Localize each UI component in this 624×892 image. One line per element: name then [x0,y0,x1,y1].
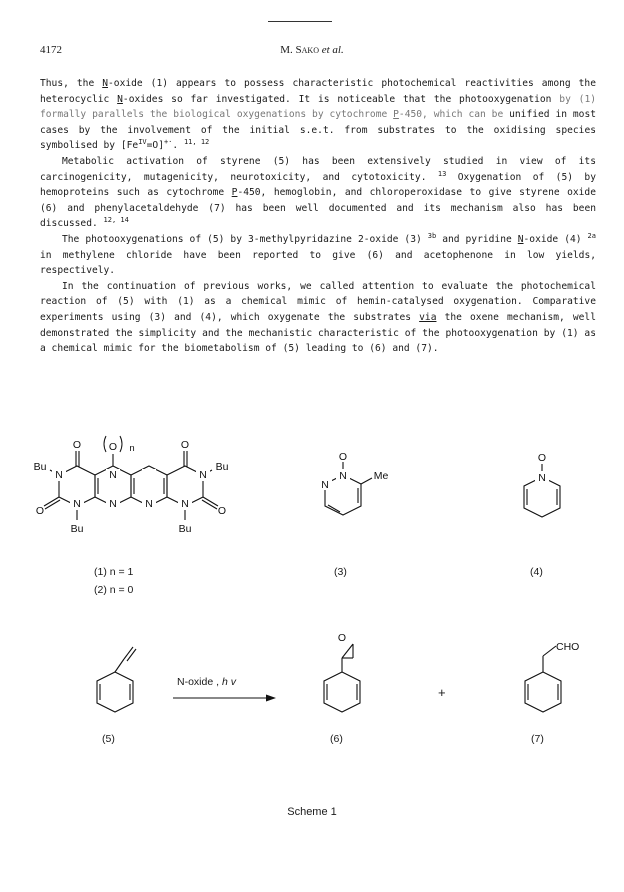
atom-n5: N [109,469,117,481]
paragraph-1: Thus, the N-oxide (1) appears to possess characteristic photochemical reactivities among the heterocyclic N-oxides so far investigated. It is noticeable that the photooxygenation by (1) formally parallels the biological oxygenations by cytochrome P-450, which can be unified in most cases by the involvement of the initial s.e.t. from substrates to the oxidising species symbolised by $[Fe^{IV}=O]^{+\cdot}$. $^{11, 12}$ [40,78,597,152]
atom-n: N [145,498,153,510]
reference: 3b [427,231,437,240]
page-number: 4172 [40,44,62,56]
reference: 12, 14 [103,216,129,225]
atom-o: O [72,439,82,451]
atom-n: N [181,498,189,510]
hv-symbol: h v [221,676,236,688]
compound-label-5: (5) [102,733,115,745]
methyl-group: Me [373,470,389,482]
reference: 13 [437,169,447,178]
compound-label-2: (2) n = 0 [94,584,134,596]
structure-6 [324,644,360,712]
atom-o: O [180,439,190,451]
paragraph-4: In the continuation of previous works, we called attention to evaluate the photochemical reaction of (5) with (1) as a chemical mimic of hemin-catalysed oxygenation. Comparative experiments using (3) and (4), which oxygenate the substrates via the oxene mechanism, well demonstrated the simplicity and the mechanistic characteristic of the photooxygenation by (1) as a chemical mimic for the biometabolism of (5) leading to (6) and (7). [40,280,596,355]
structure-7-atoms [556,641,579,653]
atom-n: N [73,498,81,510]
atom-o: O [338,451,348,463]
atom-n-oxide-o: O [108,441,118,453]
butyl-group: Bu [215,461,229,473]
butyl-group: Bu [33,461,47,473]
atom-o: O [337,632,347,644]
butyl-group: Bu [70,523,84,535]
atom-n: N [199,469,207,481]
paragraph-2: Metabolic activation of styrene (5) has been extensively studied in view of its carcinogenicity, mutagenicity, neurotoxicity, and cytotoxicity. $^{13}$ Oxygenation of (5) by hemoproteins such as cytochrome P-450, hemoglobin, and chloroperoxidase to give styrene oxide (6) and phenylacetaldehyde (7) has been well documented and its mechanism also has been discussed. $^{12, 14}$ [40,155,596,230]
structure-6-atoms [336,631,349,644]
atom-n: N [321,479,329,491]
author-name: M. Sako [280,44,319,56]
reaction-conditions: N-oxide , h v [177,676,236,688]
compound-label-3: (3) [334,566,347,578]
faint-text: by (1) formally parallels the biological oxygenations by cytochrome P-450, which can be [40,93,597,121]
reaction-arrow [173,695,276,702]
compound-label-6: (6) [330,733,343,745]
scheme-caption: Scheme 1 [287,806,337,818]
compound-label-4: (4) [530,566,543,578]
atom-n10: N [109,498,117,510]
aldehyde-group: CHO [556,641,580,653]
butyl-group: Bu [178,523,192,535]
atom-o: O [537,452,547,464]
atom-n-oxide: N [339,470,347,482]
reference: 2a [587,231,596,240]
subscript-n: n [129,443,135,454]
atom-o: O [35,505,45,517]
atom-o: O [217,505,227,517]
reference: 11, 12 [183,138,210,147]
compound-label-7: (7) [531,733,544,745]
structure-3-atoms [318,451,388,491]
author-etal: et al. [321,44,344,56]
structure-5 [97,647,136,712]
atom-n: N [538,472,546,484]
paragraph-3: The photooxygenations of (5) by 3-methylpyridazine 2-oxide (3) $^{3b}$ and pyridine N-oxide (4) $^{2a}$ in methylene chloride have been reported to give (6) and acetophenone in low yields, respectively. [40,231,596,277]
atom-n: N [55,469,63,481]
compound-label-1: (1) n = 1 [94,566,134,578]
plus-sign: + [438,685,446,700]
structure-7 [525,646,561,712]
